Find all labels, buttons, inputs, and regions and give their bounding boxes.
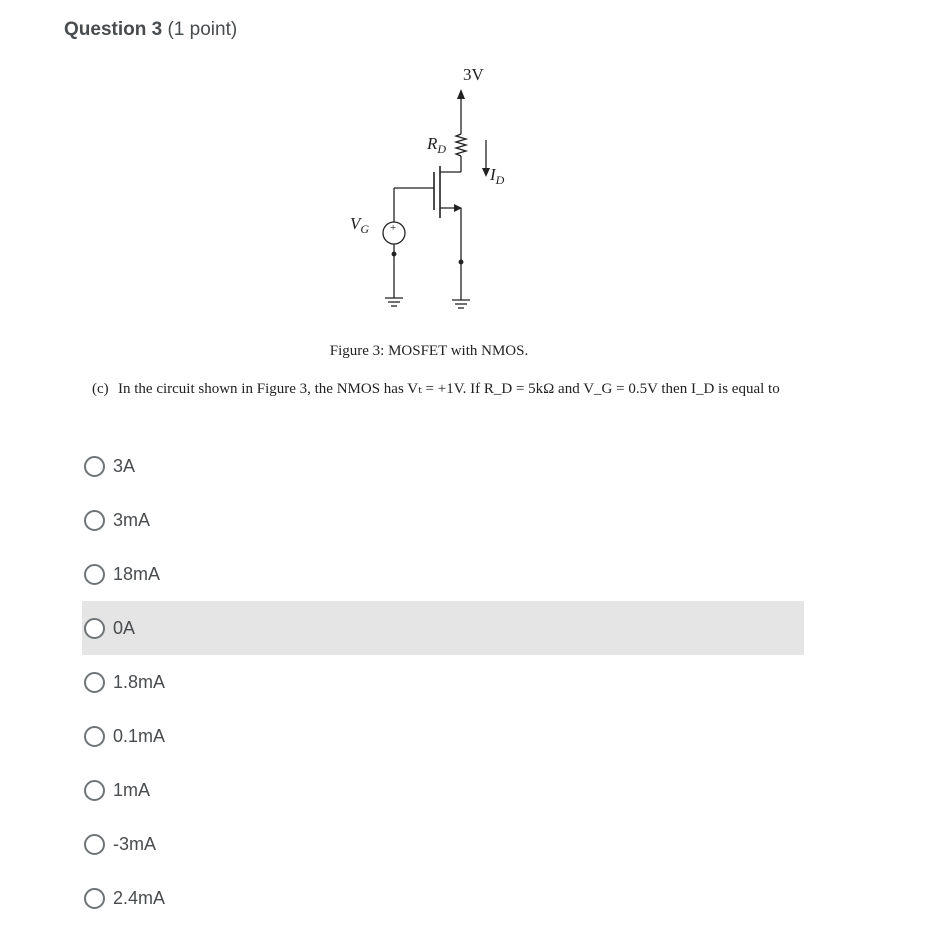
option-0-1ma[interactable]: [82, 709, 804, 763]
radio-button[interactable]: [84, 726, 105, 747]
option-label: 18mA: [113, 563, 161, 584]
prompt-part-label: (c): [92, 381, 109, 397]
question-header: [64, 19, 237, 41]
option-label: -3mA: [113, 833, 157, 854]
option-label: 3mA: [113, 509, 151, 530]
prompt-text: In the circuit shown in Figure 3, the NMOS has Vₜ = +1V. If R_D = 5kΩ and V_G = 0.5V then I_D is equal to: [118, 381, 780, 397]
option-label: 1mA: [113, 779, 151, 800]
radio-button[interactable]: [84, 834, 105, 855]
option-0a[interactable]: [82, 601, 804, 655]
radio-button[interactable]: [84, 618, 105, 639]
option-3a[interactable]: [82, 439, 804, 493]
option-neg-3ma[interactable]: [82, 817, 804, 871]
radio-button[interactable]: [84, 888, 105, 909]
radio-button[interactable]: [84, 510, 105, 531]
option-3ma[interactable]: [82, 493, 804, 547]
source-node-dot: [459, 260, 463, 264]
option-2-4ma[interactable]: [82, 871, 804, 925]
option-label: 1.8mA: [113, 671, 166, 692]
option-label: 2.4mA: [113, 887, 166, 908]
radio-button[interactable]: [84, 672, 105, 693]
drain-resistor: [456, 134, 466, 156]
supply-arrow: [457, 89, 465, 99]
gate-node-dot: [392, 252, 396, 256]
current-arrow-head: [482, 168, 490, 177]
figure-caption: Figure 3: MOSFET with NMOS.: [329, 343, 529, 359]
question-points: (1 point): [167, 19, 238, 40]
option-18ma[interactable]: [82, 547, 804, 601]
option-1-8ma[interactable]: [82, 655, 804, 709]
radio-button[interactable]: [84, 564, 105, 585]
radio-button[interactable]: [84, 456, 105, 477]
option-label: 0.1mA: [113, 725, 166, 746]
supply-label: 3V: [463, 65, 484, 84]
gate-source-polarity: +: [390, 222, 397, 234]
option-label: 0A: [113, 617, 136, 638]
resistor-label: $R_D$: [427, 134, 447, 156]
circuit-figure: [300, 56, 560, 326]
answer-options: [82, 439, 804, 925]
question-number: Question 3: [64, 19, 163, 40]
radio-button[interactable]: [84, 780, 105, 801]
option-1ma[interactable]: [82, 763, 804, 817]
current-label: $I_D$: [490, 165, 505, 187]
question-prompt: [92, 380, 812, 399]
gate-source-label: $V_G$: [350, 214, 370, 236]
option-label: 3A: [113, 455, 136, 476]
